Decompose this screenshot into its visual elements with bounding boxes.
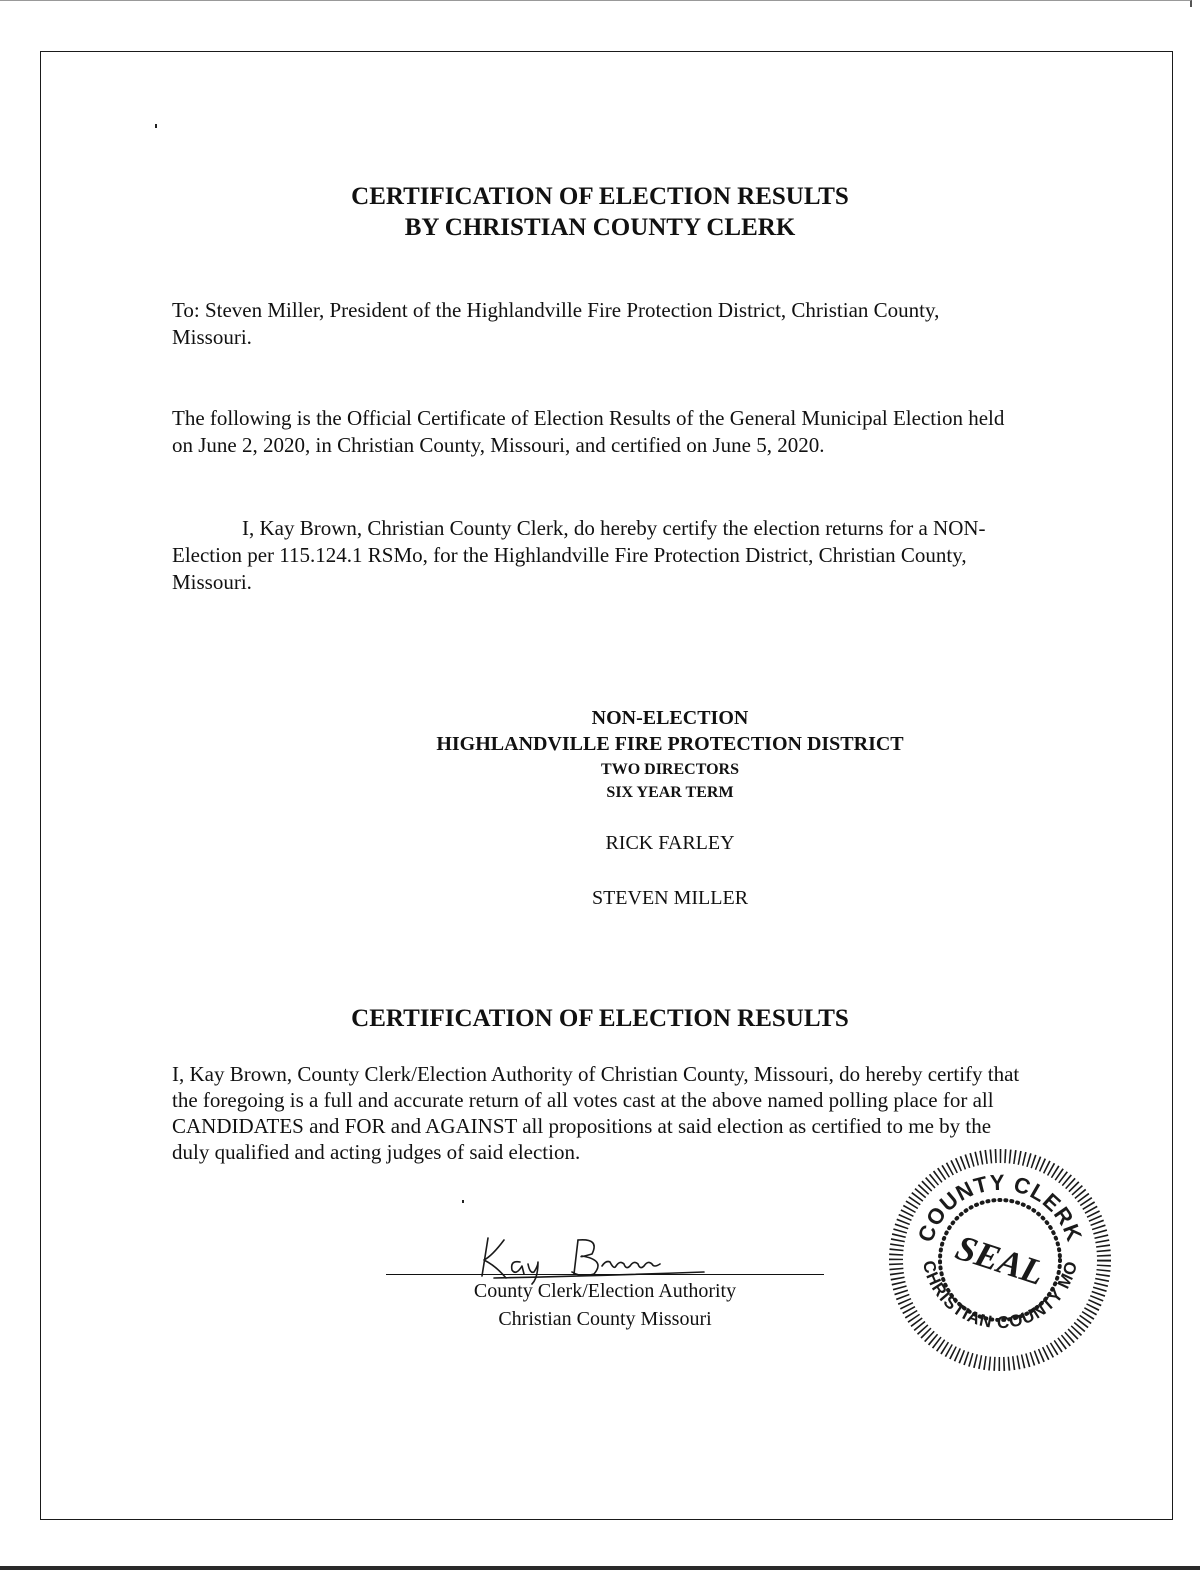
- signature-caption-title: County Clerk/Election Authority: [473, 1280, 737, 1302]
- document-title-line1: CERTIFICATION OF ELECTION RESULTS: [351, 183, 849, 210]
- scan-speck: [155, 124, 157, 128]
- scan-edge-top: [0, 0, 1192, 7]
- race-office: TWO DIRECTORS: [601, 761, 739, 778]
- signature-line: [386, 1274, 824, 1275]
- document-title-line2: BY CHRISTIAN COUNTY CLERK: [404, 214, 796, 241]
- intro-paragraph: The following is the Official Certificate of Election Results of the General Municipal Election held on June 2, 2020, in Christian County, Missouri, and certified on June 5, 2020.: [172, 406, 1005, 457]
- certification-heading: CERTIFICATION OF ELECTION RESULTS: [351, 1005, 849, 1032]
- addressee-paragraph: To: Steven Miller, President of the Highlandville Fire Protection District, Christian County, Missouri.: [172, 298, 940, 349]
- handwritten-signature: [474, 1226, 714, 1286]
- svg-text:COUNTY CLERK: COUNTY CLERK: [912, 1169, 1088, 1246]
- county-clerk-seal: [880, 1140, 1120, 1380]
- race-type: NON-ELECTION: [591, 707, 749, 729]
- candidate-name: RICK FARLEY: [605, 832, 735, 854]
- race-district: HIGHLANDVILLE FIRE PROTECTION DISTRICT: [436, 733, 904, 755]
- svg-text:SEAL: SEAL: [950, 1227, 1050, 1293]
- scan-speck: [462, 1200, 464, 1203]
- certification-body: I, Kay Brown, County Clerk/Election Authority of Christian County, Missouri, do hereby certify that the foregoing is a full and accurate return of all votes cast at the above named polling place for all CANDIDATES and FOR and AGAINST all propositions at said election as certified to me by the duly qualified and acting judges of said election.: [172, 1062, 1020, 1164]
- certify-statement-paragraph: I, Kay Brown, Christian County Clerk, do hereby certify the election returns for a NON-Election per 115.124.1 RSMo, for the Highlandville Fire Protection District, Christian County, Missouri.: [172, 516, 986, 594]
- svg-text:CHRISTIAN COUNTY MO: CHRISTIAN COUNTY MO: [918, 1258, 1082, 1333]
- scan-edge-bottom: [0, 1566, 1200, 1570]
- candidate-name: STEVEN MILLER: [591, 887, 749, 909]
- signature-caption-county: Christian County Missouri: [498, 1308, 712, 1330]
- race-term: SIX YEAR TERM: [606, 784, 734, 801]
